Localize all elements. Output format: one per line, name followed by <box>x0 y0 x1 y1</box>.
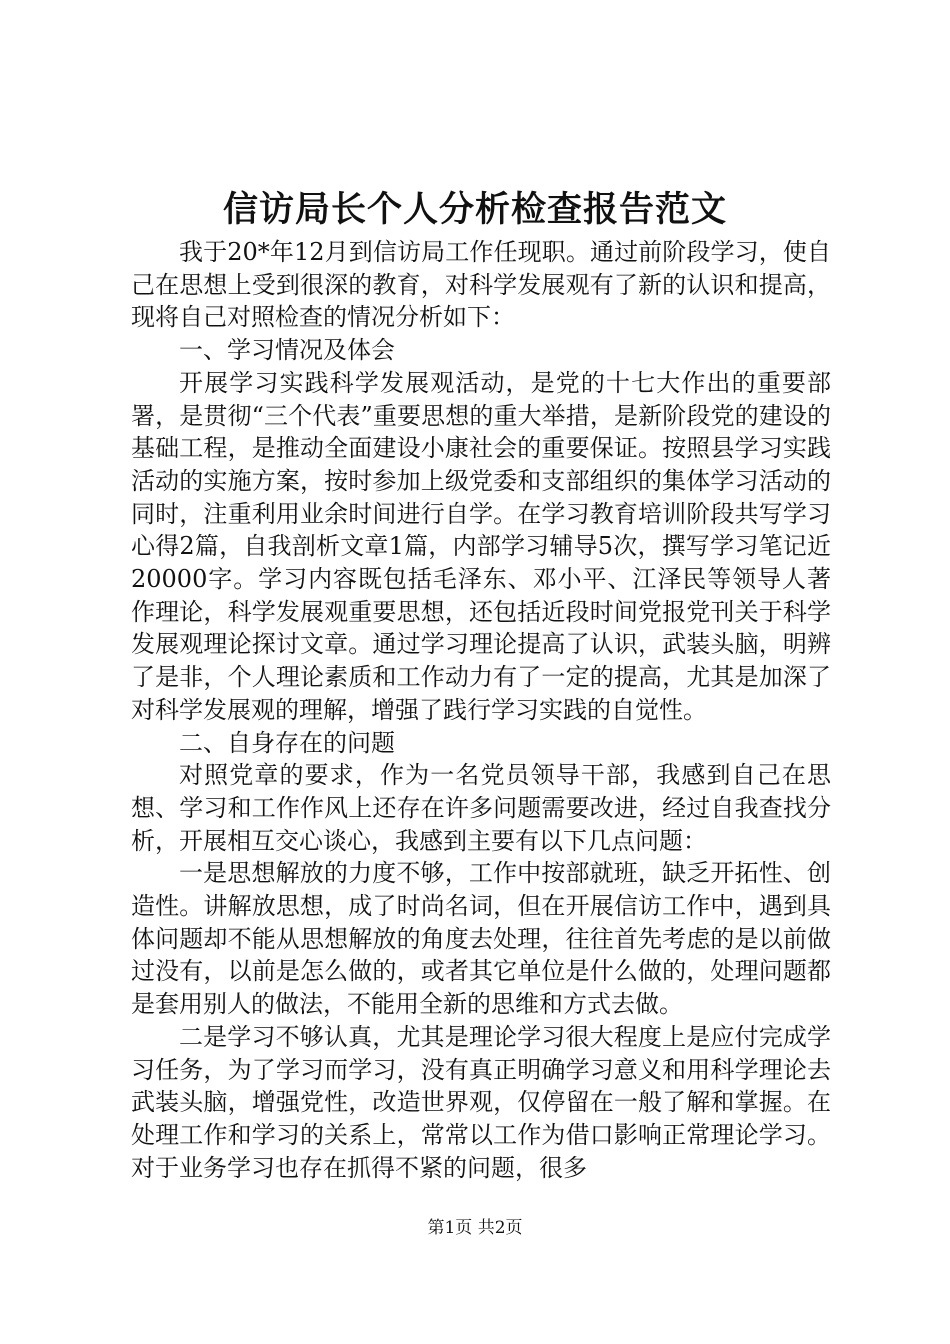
paragraph-problems-intro: 对照党章的要求，作为一名党员领导干部，我感到自己在思想、学习和工作作风上还存在许多问题需要改进，经过自我查找分析，开展相互交心谈心，我感到主要有以下几点问题： <box>131 761 831 855</box>
document-body <box>131 236 831 1184</box>
section-heading-study: 一、学习情况及体会 <box>179 336 395 365</box>
document-title: 信访局长个人分析检查报告范文 <box>222 189 727 230</box>
paragraph-study-details: 开展学习实践科学发展观活动，是党的十七大作出的重要部署，是贯彻“三个代表”重要思想的重大举措，是新阶段党的建设的基础工程，是推动全面建设小康社会的重要保证。按照县学习实践活动的实施方案，按时参加上级党委和支部组织的集体学习活动的同时，注重利用业余时间进行自学。在学习教育培训阶段共写学习心得2篇，自我剖析文章1篇，内部学习辅导5次，撰写学习笔记近20000字。学习内容既包括毛泽东、邓小平、江泽民等领导人著作理论，科学发展观重要思想，还包括近段时间党报党刊关于科学发展观理论探讨文章。通过学习理论提高了认识，武装头脑，明辨了是非，个人理论素质和工作动力有了一定的提高，尤其是加深了对科学发展观的理解，增强了践行学习实践的自觉性。 <box>131 368 831 724</box>
paragraph-intro: 我于20*年12月到信访局工作任现职。通过前阶段学习，使自己在思想上受到很深的教育，对科学发展观有了新的认识和提高，现将自己对照检查的情况分析如下： <box>131 238 831 332</box>
page-footer: 第1页 共2页 <box>427 1218 523 1238</box>
paragraph-problem-two: 二是学习不够认真，尤其是理论学习很大程度上是应付完成学习任务，为了学习而学习，没有真正明确学习意义和用科学理论去武装头脑，增强党性，改造世界观，仅停留在一般了解和掌握。在处理工作和学习的关系上，常常以工作为借口影响正常理论学习。对于业务学习也存在抓得不紧的问题，很多 <box>131 1022 831 1182</box>
paragraph-problem-one: 一是思想解放的力度不够，工作中按部就班，缺乏开拓性、创造性。讲解放思想，成了时尚名词，但在开展信访工作中，遇到具体问题却不能从思想解放的角度去处理，往往首先考虑的是以前做过没有，以前是怎么做的，或者其它单位是什么做的，处理问题都是套用别人的做法，不能用全新的思维和方式去做。 <box>131 859 831 1019</box>
section-heading-problems: 二、自身存在的问题 <box>179 728 395 757</box>
